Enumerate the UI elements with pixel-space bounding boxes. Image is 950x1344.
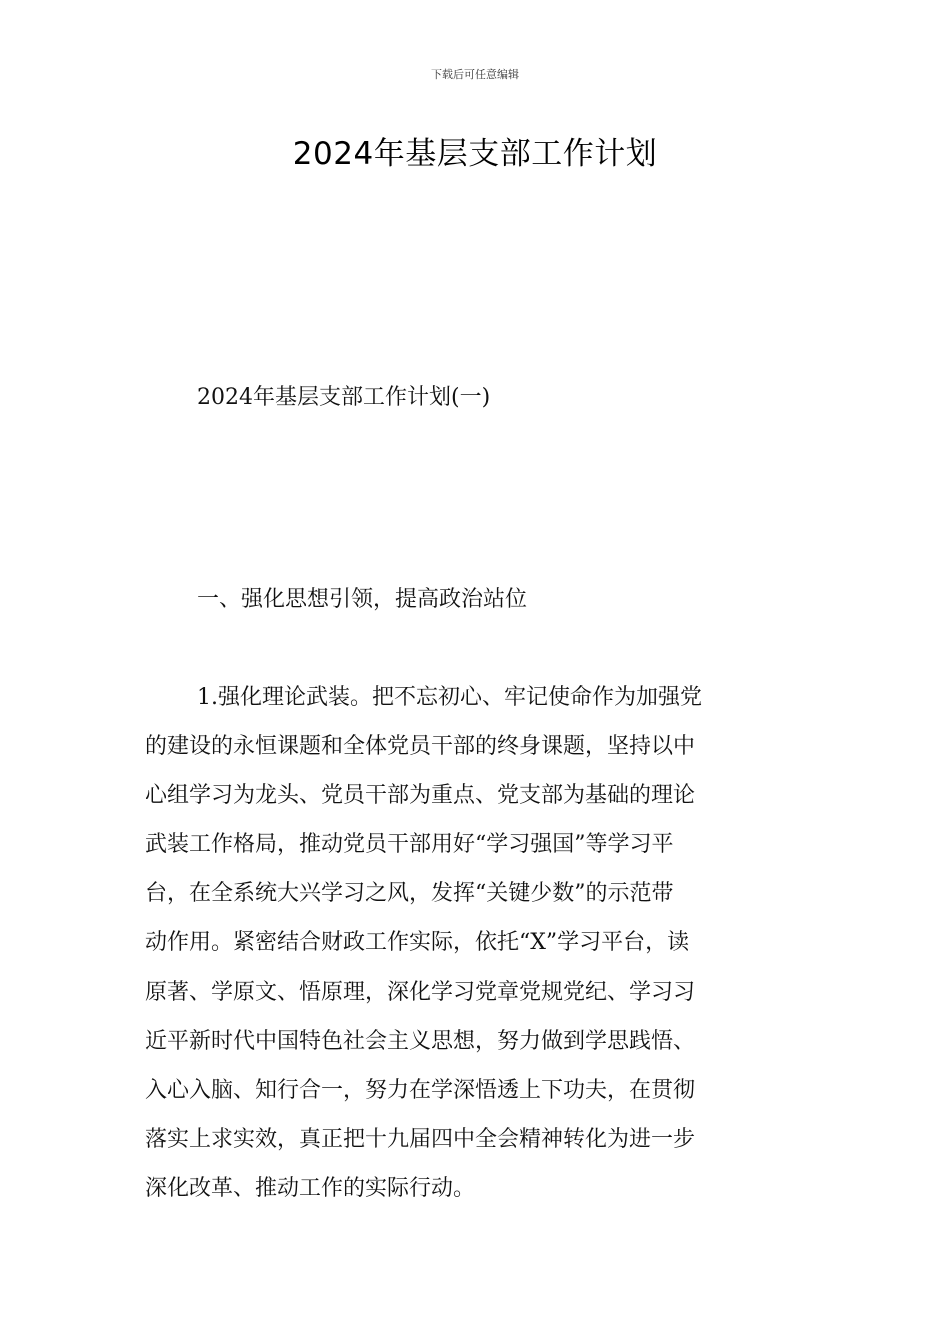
header-note: 下载后可任意编辑 — [431, 68, 519, 81]
paragraph-line: 动作用。紧密结合财政工作实际，依托“X”学习平台，读 — [145, 930, 690, 956]
paragraph-line: 深化改革、推动工作的实际行动。 — [145, 1175, 476, 1201]
paragraph-line: 武装工作格局，推动党员干部用好“学习强国”等学习平 — [145, 832, 674, 858]
paragraph-line: 原著、学原文、悟原理，深化学习党章党规党纪、学习习 — [145, 979, 696, 1005]
paragraph-line: 1.强化理论武装。把不忘初心、牢记使命作为加强党 — [197, 685, 702, 710]
paragraph-line: 心组学习为龙头、党员干部为重点、党支部为基础的理论 — [145, 783, 696, 809]
section-heading: 一、强化思想引领，提高政治站位 — [197, 587, 528, 612]
paragraph-line: 近平新时代中国特色社会主义思想，努力做到学思践悟、 — [145, 1028, 696, 1054]
paragraph-line: 台，在全系统大兴学习之风，发挥“关键少数”的示范带 — [145, 881, 674, 907]
paragraph-line: 落实上求实效，真正把十九届四中全会精神转化为进一步 — [145, 1126, 696, 1152]
paragraph-line: 的建设的永恒课题和全体党员干部的终身课题，坚持以中 — [145, 734, 696, 760]
body-paragraph — [145, 678, 805, 1218]
document-title: 2024年基层支部工作计划 — [292, 136, 658, 172]
document-subtitle: 2024年基层支部工作计划(一) — [197, 385, 491, 410]
paragraph-line: 入心入脑、知行合一，努力在学深悟透上下功夫，在贯彻 — [145, 1077, 696, 1103]
